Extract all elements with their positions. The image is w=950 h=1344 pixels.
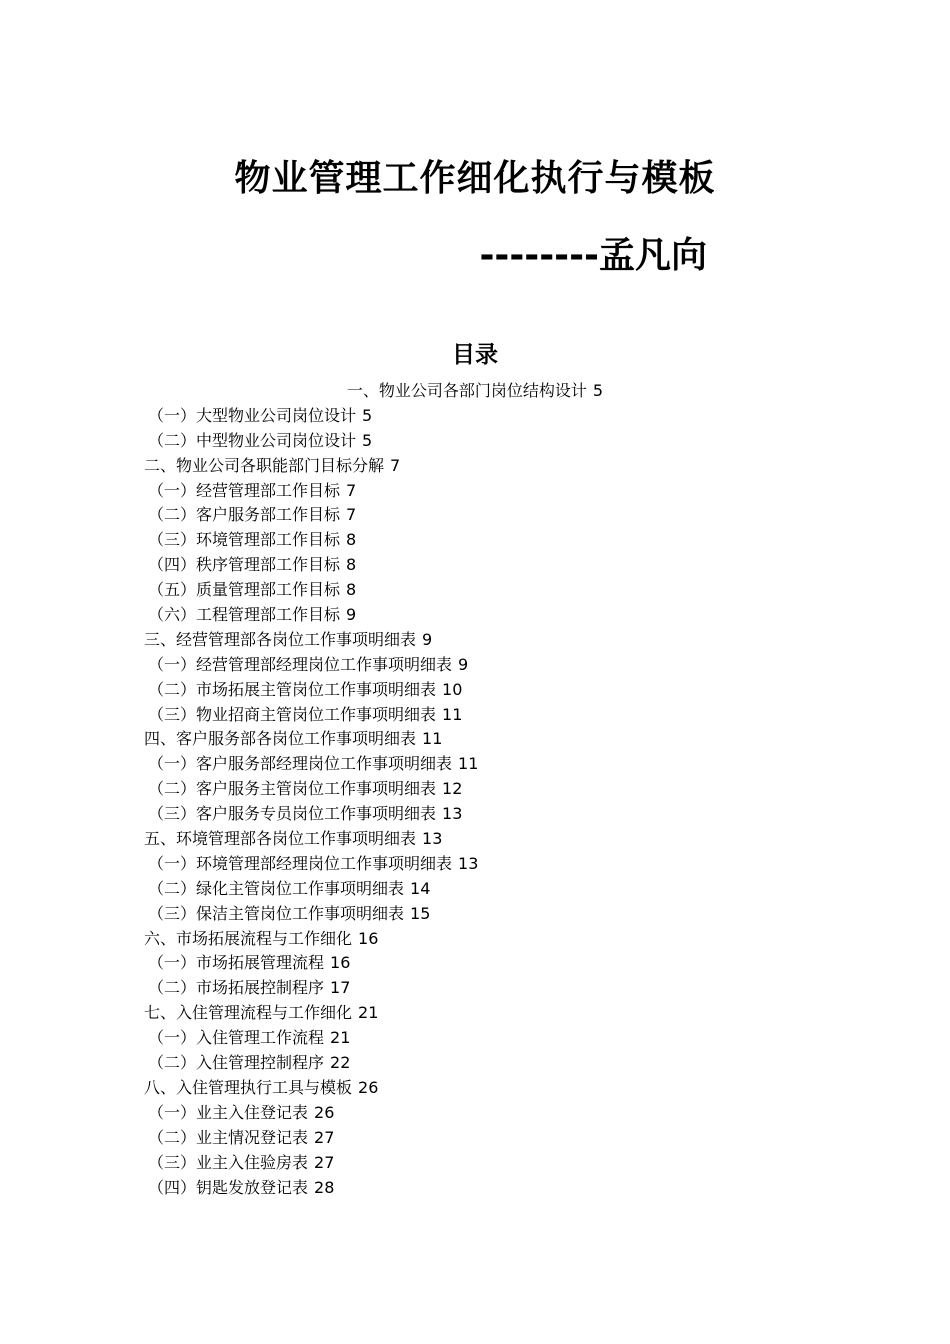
toc-entry[interactable] bbox=[0, 503, 950, 528]
toc-entry-text: 六、市场拓展流程与工作细化 bbox=[144, 928, 353, 948]
toc-entry-page-number: 11 bbox=[442, 704, 463, 724]
toc-entry-page-number: 14 bbox=[410, 878, 431, 898]
toc-entry-text: （二）绿化主管岗位工作事项明细表 bbox=[148, 878, 405, 898]
toc-entry-text: （一）客户服务部经理岗位工作事项明细表 bbox=[148, 754, 453, 774]
toc-entry[interactable] bbox=[0, 553, 950, 578]
toc-entry[interactable] bbox=[0, 678, 950, 703]
toc-entry[interactable] bbox=[0, 429, 950, 454]
toc-entry-page-number: 12 bbox=[442, 779, 463, 799]
toc-entry-text: （二）业主情况登记表 bbox=[148, 1127, 309, 1147]
toc-entry[interactable] bbox=[0, 379, 950, 404]
toc-entry-text: （五）质量管理部工作目标 bbox=[148, 580, 341, 600]
toc-entry-page-number: 5 bbox=[592, 381, 604, 400]
toc-entry[interactable] bbox=[0, 1026, 950, 1051]
toc-entry-page-number: 27 bbox=[314, 1152, 335, 1172]
toc-entry[interactable] bbox=[0, 703, 950, 728]
toc-entry-page-number: 16 bbox=[330, 953, 351, 973]
toc-entry-text: 七、入住管理流程与工作细化 bbox=[144, 1003, 353, 1023]
toc-entry-text: （一）经营管理部经理岗位工作事项明细表 bbox=[148, 654, 453, 674]
toc-entry[interactable] bbox=[0, 1001, 950, 1026]
toc-entry-text: （二）中型物业公司岗位设计 bbox=[148, 430, 357, 450]
toc-entry-page-number: 7 bbox=[346, 505, 357, 525]
toc-entry[interactable] bbox=[0, 1076, 950, 1101]
toc-entry[interactable] bbox=[0, 927, 950, 952]
toc-entry-text: （三）业主入住验房表 bbox=[148, 1152, 309, 1172]
toc-entry[interactable] bbox=[0, 1101, 950, 1126]
toc-entry-page-number: 26 bbox=[314, 1102, 335, 1122]
toc-entry[interactable] bbox=[0, 877, 950, 902]
toc-entry-text: （一）市场拓展管理流程 bbox=[148, 953, 325, 973]
toc-entry-page-number: 13 bbox=[442, 804, 463, 824]
toc-entry[interactable] bbox=[0, 1176, 950, 1201]
toc-entry-text: 四、客户服务部各岗位工作事项明细表 bbox=[144, 729, 417, 749]
toc-entry-page-number: 9 bbox=[458, 654, 469, 674]
toc-entry-page-number: 15 bbox=[410, 903, 431, 923]
toc-entry-text: 五、环境管理部各岗位工作事项明细表 bbox=[144, 829, 417, 849]
toc-entry-page-number: 9 bbox=[422, 629, 433, 649]
toc-entry-page-number: 13 bbox=[458, 853, 479, 873]
toc-entry[interactable] bbox=[0, 1151, 950, 1176]
toc-entry-page-number: 11 bbox=[422, 729, 443, 749]
toc-entry-page-number: 5 bbox=[362, 405, 373, 425]
toc-entry-page-number: 8 bbox=[346, 580, 357, 600]
toc-entry-text: （四）秩序管理部工作目标 bbox=[148, 555, 341, 575]
toc-entry[interactable] bbox=[0, 404, 950, 429]
toc-entry-text: （二）市场拓展控制程序 bbox=[148, 978, 325, 998]
toc-entry[interactable] bbox=[0, 1051, 950, 1076]
toc-entry-page-number: 11 bbox=[458, 754, 479, 774]
toc-entry-text: （一）经营管理部工作目标 bbox=[148, 480, 341, 500]
toc-entry[interactable] bbox=[0, 976, 950, 1001]
toc-entry[interactable] bbox=[0, 528, 950, 553]
toc-entry-page-number: 22 bbox=[330, 1053, 351, 1073]
toc-entry-text: （三）环境管理部工作目标 bbox=[148, 530, 341, 550]
toc-entry-page-number: 8 bbox=[346, 530, 357, 550]
toc-entry[interactable] bbox=[0, 603, 950, 628]
toc-entry-text: （二）市场拓展主管岗位工作事项明细表 bbox=[148, 679, 437, 699]
toc-entry-page-number: 7 bbox=[390, 455, 401, 475]
toc-entry[interactable] bbox=[0, 479, 950, 504]
toc-entry[interactable] bbox=[0, 628, 950, 653]
toc-entry-page-number: 13 bbox=[422, 829, 443, 849]
toc-entry-page-number: 26 bbox=[358, 1077, 379, 1097]
toc-entry-text: 八、入住管理执行工具与模板 bbox=[144, 1077, 353, 1097]
toc-entry-text: （三）物业招商主管岗位工作事项明细表 bbox=[148, 704, 437, 724]
toc-entry-page-number: 21 bbox=[358, 1003, 379, 1023]
toc-entry-text: （一）入住管理工作流程 bbox=[148, 1028, 325, 1048]
toc-entry[interactable] bbox=[0, 1126, 950, 1151]
toc-entry-text: （六）工程管理部工作目标 bbox=[148, 605, 341, 625]
toc-entry-text: （二）客户服务主管岗位工作事项明细表 bbox=[148, 779, 437, 799]
document-title: 物业管理工作细化执行与模板 bbox=[234, 158, 716, 199]
toc-entry[interactable] bbox=[0, 902, 950, 927]
toc-entry-page-number: 7 bbox=[346, 480, 357, 500]
toc-entry-text: （二）客户服务部工作目标 bbox=[148, 505, 341, 525]
toc-entry-page-number: 28 bbox=[314, 1177, 335, 1197]
toc-entry-page-number: 8 bbox=[346, 555, 357, 575]
toc-entry[interactable] bbox=[0, 852, 950, 877]
document-author: --------孟凡向 bbox=[479, 235, 707, 276]
toc-entry[interactable] bbox=[0, 752, 950, 777]
toc-entry-page-number: 21 bbox=[330, 1028, 351, 1048]
toc-entry-text: （四）钥匙发放登记表 bbox=[148, 1177, 309, 1197]
toc-entry-page-number: 16 bbox=[358, 928, 379, 948]
toc-entry-page-number: 5 bbox=[362, 430, 373, 450]
toc-entry-text: （一）环境管理部经理岗位工作事项明细表 bbox=[148, 853, 453, 873]
table-of-contents bbox=[0, 379, 950, 1200]
toc-entry-page-number: 9 bbox=[346, 605, 357, 625]
toc-entry-text: （二）入住管理控制程序 bbox=[148, 1053, 325, 1073]
toc-entry[interactable] bbox=[0, 727, 950, 752]
toc-heading: 目录 bbox=[452, 342, 498, 368]
toc-entry-page-number: 10 bbox=[442, 679, 463, 699]
toc-entry-text: （一）业主入住登记表 bbox=[148, 1102, 309, 1122]
toc-entry[interactable] bbox=[0, 802, 950, 827]
toc-entry-text: 三、经营管理部各岗位工作事项明细表 bbox=[144, 629, 417, 649]
toc-entry[interactable] bbox=[0, 951, 950, 976]
toc-entry[interactable] bbox=[0, 653, 950, 678]
toc-entry[interactable] bbox=[0, 777, 950, 802]
toc-entry-text: （三）客户服务专员岗位工作事项明细表 bbox=[148, 804, 437, 824]
toc-entry[interactable] bbox=[0, 454, 950, 479]
toc-entry-page-number: 27 bbox=[314, 1127, 335, 1147]
toc-entry[interactable] bbox=[0, 578, 950, 603]
toc-entry-text: 一、物业公司各部门岗位结构设计 bbox=[346, 381, 587, 400]
toc-entry-text: 二、物业公司各职能部门目标分解 bbox=[144, 455, 385, 475]
toc-entry[interactable] bbox=[0, 827, 950, 852]
toc-entry-page-number: 17 bbox=[330, 978, 351, 998]
toc-entry-text: （三）保洁主管岗位工作事项明细表 bbox=[148, 903, 405, 923]
toc-entry-text: （一）大型物业公司岗位设计 bbox=[148, 405, 357, 425]
